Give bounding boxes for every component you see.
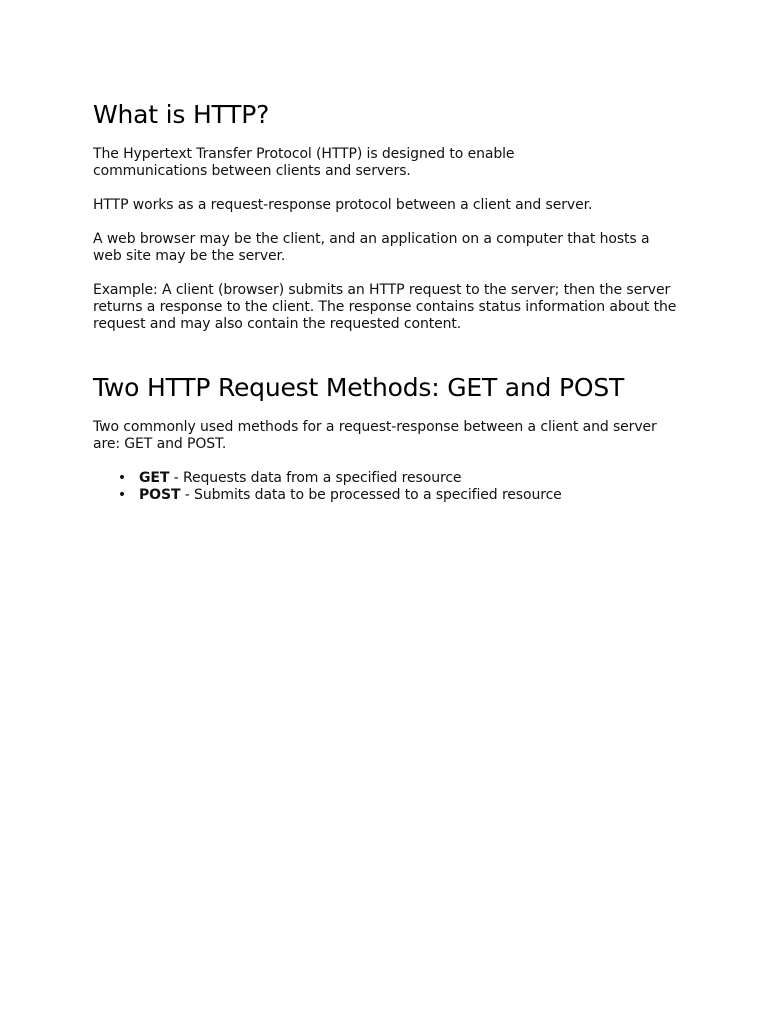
list-item-post (115, 487, 693, 504)
method-description-post: - Submits data to be processed to a specified resource (180, 487, 562, 503)
bullet-icon: • (117, 487, 127, 503)
document-page (93, 98, 693, 504)
paragraph-request-response: HTTP works as a request-response protocol between a client and server. (93, 197, 593, 213)
method-term-get: GET (139, 470, 170, 486)
heading-what-is-http: What is HTTP? (93, 100, 270, 129)
paragraph-methods-intro: Two commonly used methods for a request-response between a client and server are: GET and POST. (93, 419, 657, 452)
heading-request-methods: Two HTTP Request Methods: GET and POST (93, 373, 625, 402)
paragraph-intro: The Hypertext Transfer Protocol (HTTP) is designed to enable communications between clients and servers. (93, 146, 515, 179)
paragraph-example: Example: A client (browser) submits an HTTP request to the server; then the server returns a response to the client. The response contains status information about the request and may also contain the requested content. (93, 282, 677, 332)
list-item-get (115, 470, 693, 487)
method-term-post: POST (139, 487, 181, 503)
bullet-icon: • (117, 470, 127, 486)
paragraph-browser-server: A web browser may be the client, and an application on a computer that hosts a web site may be the server. (93, 231, 650, 264)
method-description-get: - Requests data from a specified resource (169, 470, 462, 486)
methods-list (93, 470, 693, 504)
